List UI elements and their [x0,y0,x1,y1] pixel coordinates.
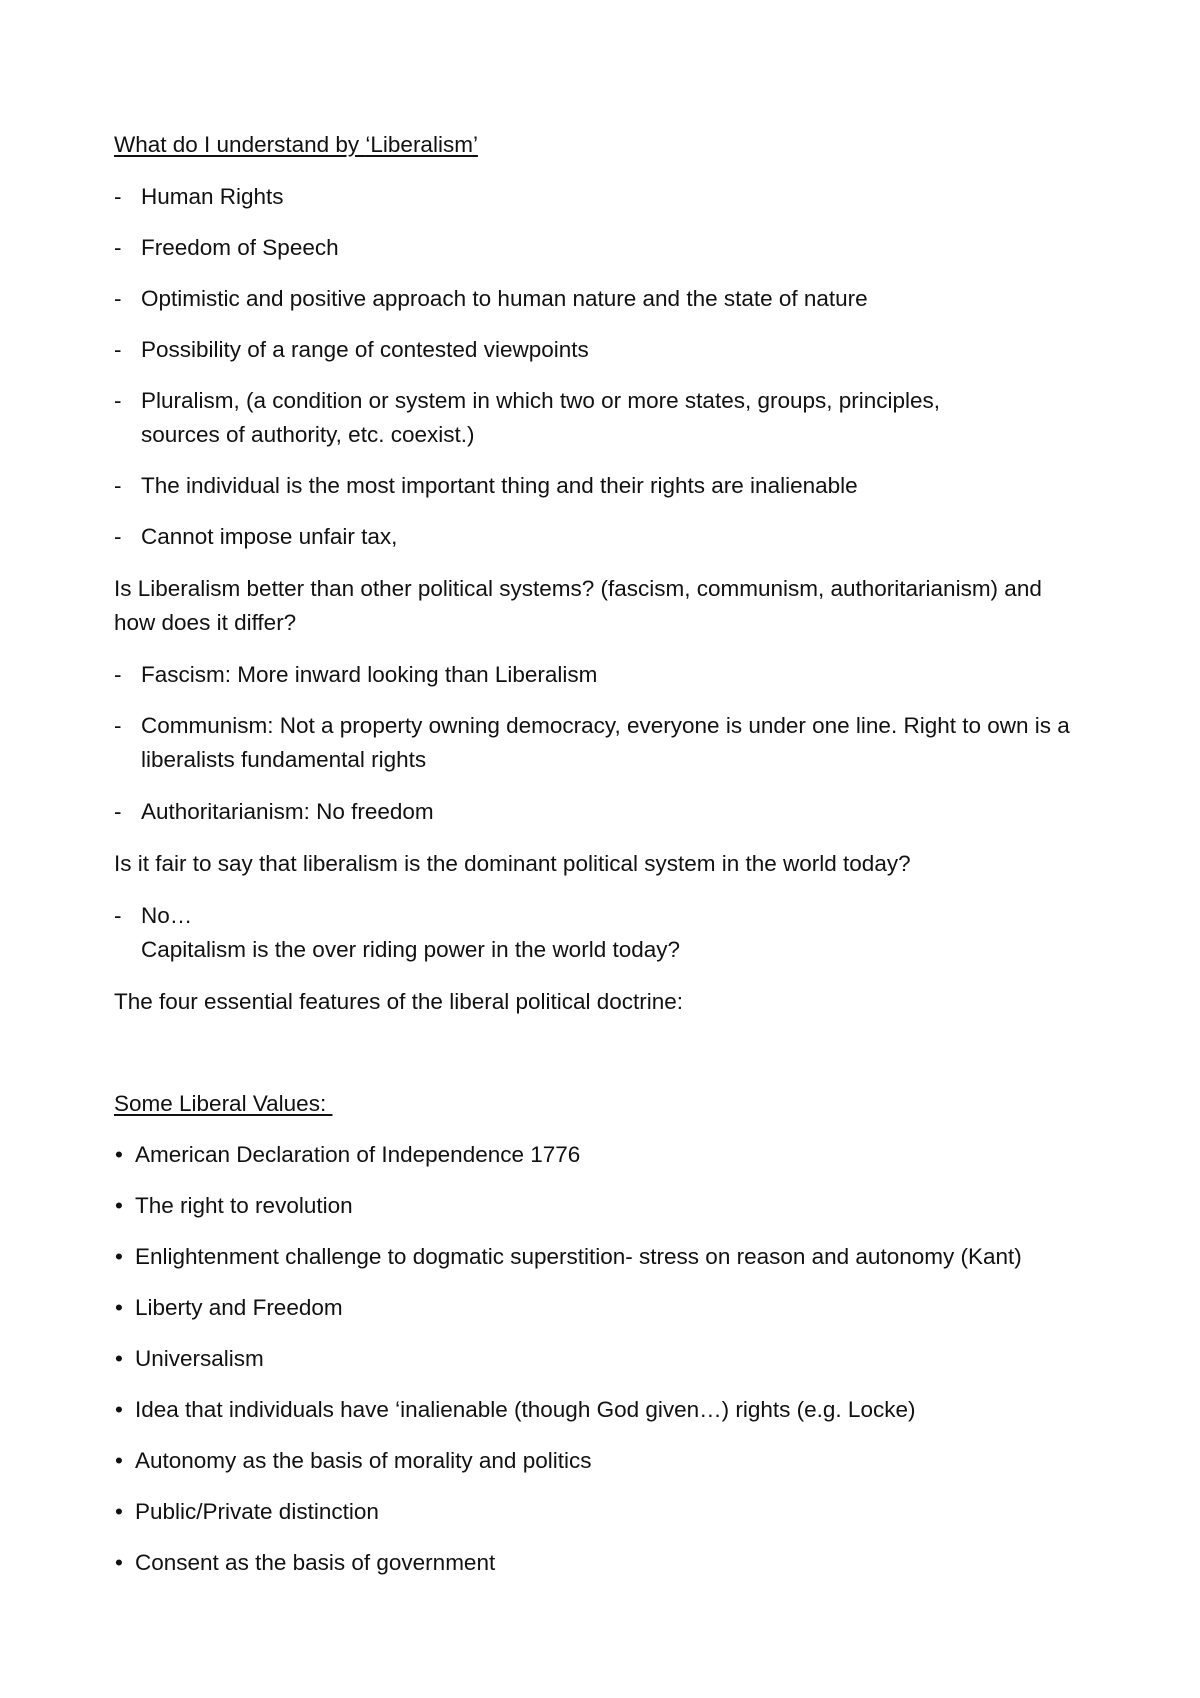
list-item-text: Optimistic and positive approach to human nature and the state of nature [141,286,868,311]
list-item [114,709,1070,777]
dash-marker: - [114,903,122,928]
list-item [114,1546,1120,1580]
dash-marker: - [114,337,122,362]
question-paragraph: Is it fair to say that liberalism is the dominant political system in the world today? [114,851,911,876]
list-item-text: No… [141,903,193,928]
list-item [114,795,1120,829]
list-item [114,469,1120,503]
bullet-icon: • [115,1193,123,1218]
list-item-text: Universalism [135,1346,264,1371]
dash-marker: - [114,235,122,260]
list-item-text: Fascism: More inward looking than Liberalism [141,662,598,687]
dash-marker: - [114,388,122,413]
list-item-text: The right to revolution [135,1193,353,1218]
bullet-icon: • [115,1397,123,1422]
list-item [114,1291,1120,1325]
list-item [114,1393,1120,1427]
list-item-text: Freedom of Speech [141,235,339,260]
list-item-text: American Declaration of Independence 1776 [135,1142,581,1167]
dash-marker: - [114,524,122,549]
list-item-text: Idea that individuals have ‘inalienable (though God given…) rights (e.g. Locke) [135,1397,916,1422]
list-item-text: Cannot impose unfair tax, [141,524,398,549]
heading-text: Some Liberal Values: [114,1091,333,1116]
list-item [114,231,1120,265]
list-item [114,384,1020,452]
list-item [114,333,1120,367]
section-heading-liberalism [114,128,1120,162]
list-item [114,658,1120,692]
list-item-text: Public/Private distinction [135,1499,379,1524]
bullet-icon: • [115,1448,123,1473]
list-item [114,1189,1120,1223]
list-item [114,899,1120,967]
paragraph: The four essential features of the liberal political doctrine: [114,989,684,1014]
dash-marker: - [114,713,122,738]
list-item [114,180,1120,214]
heading-part-a: What do I understand by [114,132,366,157]
list-item [114,1444,1120,1478]
dash-marker: - [114,799,122,824]
list-item-text: Autonomy as the basis of morality and politics [135,1448,592,1473]
heading-part-b: ‘Liberalism’ [365,132,478,157]
list-item [114,1240,1160,1274]
bullet-icon: • [115,1550,123,1575]
bullet-icon: • [115,1142,123,1167]
list-item-text: Communism: Not a property owning democracy, everyone is under one line. Right to own is a liberalists fundamental rights [141,713,1070,772]
list-item-text: Possibility of a range of contested viewpoints [141,337,589,362]
list-item-text: Consent as the basis of government [135,1550,496,1575]
list-item-text-continued: Capitalism is the over riding power in the world today? [141,937,681,962]
list-item [114,1342,1120,1376]
list-item-text: Enlightenment challenge to dogmatic superstition- stress on reason and autonomy (Kant) [135,1244,1022,1269]
list-item [114,1138,1120,1172]
question-paragraph: Is Liberalism better than other political systems? (fascism, communism, authoritarianism) and how does it differ? [114,576,1042,635]
dash-marker: - [114,473,122,498]
list-item [114,282,1120,316]
list-item-text: The individual is the most important thing and their rights are inalienable [141,473,858,498]
bullet-icon: • [115,1346,123,1371]
list-item-text: Human Rights [141,184,284,209]
bullet-icon: • [115,1295,123,1320]
list-item [114,520,1120,554]
dash-marker: - [114,662,122,687]
list-item-text: Pluralism, (a condition or system in which two or more states, groups, principles, sources of authority, etc. coexist.) [141,388,941,447]
section-heading-liberal-values [114,1087,1120,1121]
bullet-icon: • [115,1499,123,1524]
dash-marker: - [114,184,122,209]
list-item-text: Liberty and Freedom [135,1295,343,1320]
bullet-icon: • [115,1244,123,1269]
list-item-text: Authoritarianism: No freedom [141,799,434,824]
dash-marker: - [114,286,122,311]
list-item [114,1495,1120,1529]
